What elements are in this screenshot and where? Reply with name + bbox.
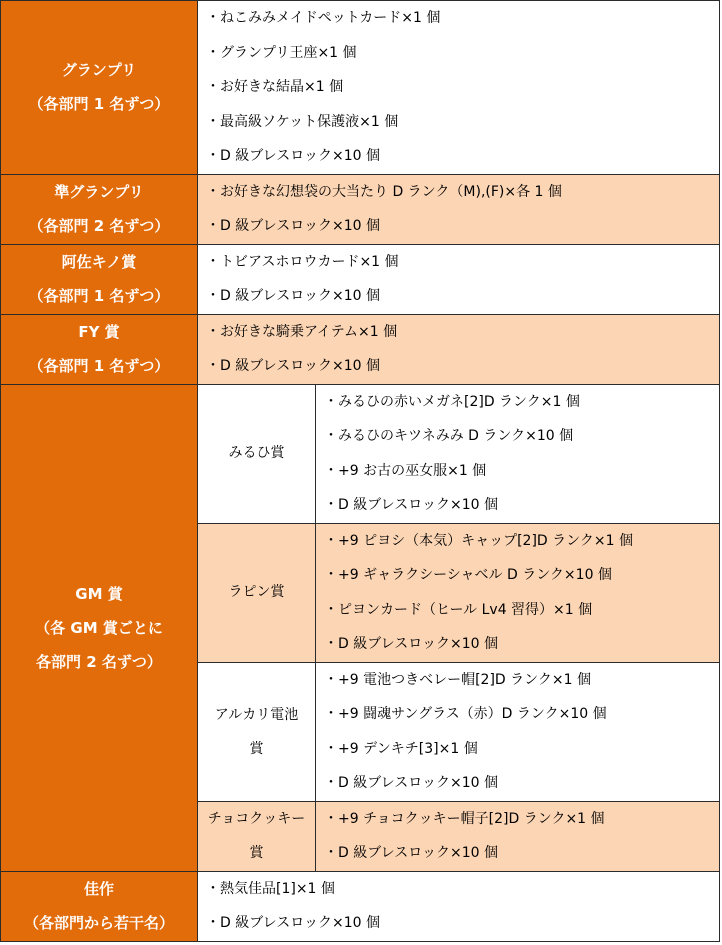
- prize-item: ・+9 ギャラクシーシャベル D ランク×10 個: [324, 567, 612, 583]
- table-row: [1, 244, 720, 314]
- prize-item: ・トビアスホロウカード×1 個: [206, 253, 399, 270]
- table-row: [1, 871, 720, 941]
- prize-item: ・グランプリ王座×1 個: [206, 44, 357, 61]
- category-name: GM 賞: [75, 584, 123, 603]
- category-cell: [1, 384, 198, 871]
- table-row: [1, 174, 720, 244]
- sub-award-cell: [198, 662, 316, 801]
- category-quota: （各部門 2 名ずつ）: [28, 217, 170, 235]
- category-name: 佳作: [83, 880, 114, 898]
- category-quota: 各部門 2 名ずつ）: [36, 652, 162, 671]
- prize-item: ・お好きな幻想袋の大当たり D ランク（M),(F)×各 1 個: [206, 183, 562, 200]
- prize-item: ・D 級ブレスロック×10 個: [324, 497, 498, 513]
- prize-item: ・熱気佳品[1]×1 個: [206, 880, 335, 897]
- sub-award-cell: [198, 384, 316, 523]
- sub-award-name: 賞: [249, 845, 264, 861]
- prize-item: ・+9 チョコクッキー帽子[2]D ランク×1 個: [324, 810, 605, 827]
- category-name: 阿佐キノ賞: [61, 253, 137, 271]
- prize-item: ・+9 闘魂サングラス（赤）D ランク×10 個: [324, 706, 607, 722]
- category-quota: （各部門から若干名）: [23, 914, 174, 932]
- prize-item: ・D 級ブレスロック×10 個: [206, 148, 380, 164]
- category-quota: （各部門 1 名ずつ）: [28, 357, 170, 375]
- prize-item: ・みるひのキツネみみ D ランク×10 個: [324, 428, 574, 444]
- sub-award-cell: [198, 523, 316, 662]
- table-row: [1, 384, 720, 523]
- sub-award-name: ラピン賞: [228, 584, 285, 600]
- category-quota: （各 GM 賞ごとに: [35, 618, 163, 637]
- prize-item: ・+9 お古の巫女服×1 個: [324, 462, 487, 479]
- prize-items-cell: [198, 1, 720, 175]
- prize-item: ・D 級ブレスロック×10 個: [206, 288, 380, 304]
- prize-item: ・お好きな結晶×1 個: [206, 79, 344, 95]
- category-name: グランプリ: [61, 61, 137, 80]
- prize-item: ・D 級ブレスロック×10 個: [324, 775, 498, 791]
- sub-award-name: 賞: [249, 740, 264, 757]
- prize-item: ・ピヨンカード（ヒール Lv4 習得）×1 個: [324, 601, 593, 618]
- category-cell: [1, 244, 198, 314]
- prize-items-cell: [198, 174, 720, 244]
- table-row: [1, 1, 720, 175]
- category-quota: （各部門 1 名ずつ）: [28, 287, 170, 305]
- prize-item: ・みるひの赤いメガネ[2]D ランク×1 個: [324, 393, 580, 410]
- prize-items-cell: [316, 384, 720, 523]
- prize-item: ・D 級ブレスロック×10 個: [206, 915, 380, 931]
- category-cell: [1, 174, 198, 244]
- prize-item: ・D 級ブレスロック×10 個: [324, 845, 498, 861]
- sub-award-cell: [198, 801, 316, 871]
- prize-item: ・+9 デンキチ[3]×1 個: [324, 740, 478, 757]
- category-name: FY 賞: [78, 323, 120, 341]
- table-row: [1, 314, 720, 384]
- category-name: 準グランプリ: [54, 183, 144, 201]
- category-cell: [1, 871, 198, 941]
- prize-items-cell: [316, 801, 720, 871]
- prize-item: ・お好きな騎乗アイテム×1 個: [206, 323, 398, 340]
- sub-award-name: アルカリ電池: [214, 706, 299, 723]
- prize-item: ・D 級ブレスロック×10 個: [206, 358, 380, 374]
- category-quota: （各部門 1 名ずつ）: [28, 95, 170, 114]
- prize-item: ・+9 ピヨシ（本気）キャップ[2]D ランク×1 個: [324, 532, 633, 549]
- sub-award-name: みるひ賞: [228, 445, 285, 461]
- prize-items-cell: [198, 871, 720, 941]
- prize-item: ・最高級ソケット保護液×1 個: [206, 113, 399, 130]
- prize-item: ・D 級ブレスロック×10 個: [206, 218, 380, 234]
- category-cell: [1, 1, 198, 175]
- sub-award-name: チョコクッキー: [207, 811, 306, 827]
- prize-item: ・ねこみみメイドペットカード×1 個: [206, 10, 441, 26]
- prize-item: ・+9 電池つきベレー帽[2]D ランク×1 個: [324, 671, 591, 688]
- prize-item: ・D 級ブレスロック×10 個: [324, 636, 498, 652]
- prize-items-cell: [198, 244, 720, 314]
- category-cell: [1, 314, 198, 384]
- prize-items-cell: [316, 523, 720, 662]
- prize-items-cell: [316, 662, 720, 801]
- prize-items-cell: [198, 314, 720, 384]
